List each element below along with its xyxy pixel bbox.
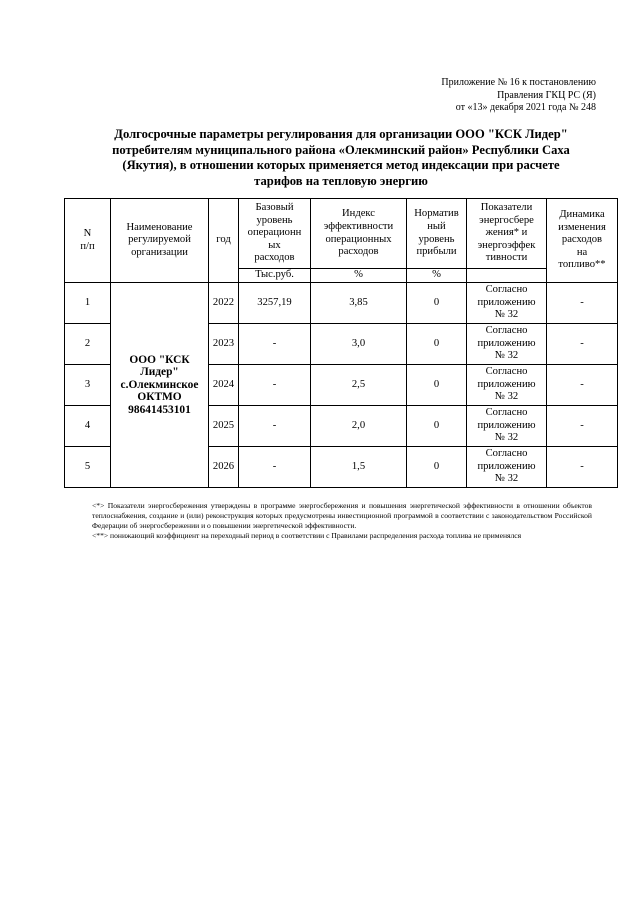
title-line: (Якутия), в отношении которых применяется метод индексации при расчете [122, 158, 560, 173]
appendix-line: Правления ГКЦ РС (Я) [497, 89, 596, 101]
row-profit: 0 [407, 324, 467, 365]
header-year: год [209, 199, 239, 283]
row-base: - [239, 365, 311, 406]
row-energy: Согласно приложению № 32 [467, 447, 547, 488]
row-index: 2,5 [311, 365, 407, 406]
row-energy: Согласно приложению № 32 [467, 324, 547, 365]
unit-index: % [311, 269, 407, 283]
row-num: 4 [65, 406, 111, 447]
organization-name: ООО "КСК Лидер" с.Олекминское ОКТМО 98641453101 [111, 283, 209, 488]
footnote-fuel: <**> понижающий коэффициент на переходный период в соответствии с Правилами распределения расхода топлива не применялся [92, 531, 522, 540]
appendix-line: от «13» декабря 2021 года № 248 [455, 102, 596, 114]
header-fuel: Динамика изменения расходов на топливо** [547, 199, 618, 283]
row-energy: Согласно приложению № 32 [467, 283, 547, 324]
header-org: Наименование регулируемой организации [111, 199, 209, 283]
row-num: 3 [65, 365, 111, 406]
row-year: 2025 [209, 406, 239, 447]
row-base: - [239, 324, 311, 365]
row-profit: 0 [407, 283, 467, 324]
appendix-reference [380, 77, 596, 115]
title-line: потребителям муниципального района «Олекминский район» Республики Саха [112, 142, 570, 157]
appendix-line: Приложение № 16 к постановлению [441, 77, 596, 88]
unit-profit: % [407, 269, 467, 283]
title-line: Долгосрочные параметры регулирования для организации ООО "КСК Лидер" [114, 127, 568, 141]
parameters-table [64, 198, 618, 488]
row-year: 2022 [209, 283, 239, 324]
row-base: - [239, 447, 311, 488]
row-energy: Согласно приложению № 32 [467, 406, 547, 447]
row-index: 3,85 [311, 283, 407, 324]
row-base: 3257,19 [239, 283, 311, 324]
header-energy: Показатели энергосбере жения* и энергоэффек тивности [467, 199, 547, 269]
row-fuel: - [547, 324, 618, 365]
row-year: 2023 [209, 324, 239, 365]
row-index: 2,0 [311, 406, 407, 447]
row-profit: 0 [407, 447, 467, 488]
row-profit: 0 [407, 365, 467, 406]
row-year: 2024 [209, 365, 239, 406]
row-num: 1 [65, 283, 111, 324]
row-num: 2 [65, 324, 111, 365]
title-line: тарифов на тепловую энергию [254, 173, 428, 188]
unit-base: Тыс.руб. [239, 269, 311, 283]
header-index: Индекс эффективности операционных расходов [311, 199, 407, 269]
row-year: 2026 [209, 447, 239, 488]
table-row [65, 283, 618, 324]
row-num: 5 [65, 447, 111, 488]
row-fuel: - [547, 365, 618, 406]
header-row [65, 199, 618, 269]
row-base: - [239, 406, 311, 447]
footnote-energy: <*> Показатели энергосбережения утверждены в программе энергосбережения и повышения энергетической эффективности в отношении объектов теплоснабжения, создание и (или) реконструкция которых предусмотрены инвестиционной программой в соответствии с законодательством Российской Федерации об энергосбережении и о повышении энергетической эффективности. [92, 501, 592, 530]
row-fuel: - [547, 447, 618, 488]
document-title [92, 127, 590, 189]
footnotes [92, 501, 592, 541]
row-fuel: - [547, 283, 618, 324]
unit-energy [467, 269, 547, 283]
header-profit: Норматив ный уровень прибыли [407, 199, 467, 269]
row-index: 1,5 [311, 447, 407, 488]
header-base: Базовый уровень операционн ых расходов [239, 199, 311, 269]
row-energy: Согласно приложению № 32 [467, 365, 547, 406]
row-profit: 0 [407, 406, 467, 447]
row-fuel: - [547, 406, 618, 447]
header-num: N п/п [65, 199, 111, 283]
row-index: 3,0 [311, 324, 407, 365]
